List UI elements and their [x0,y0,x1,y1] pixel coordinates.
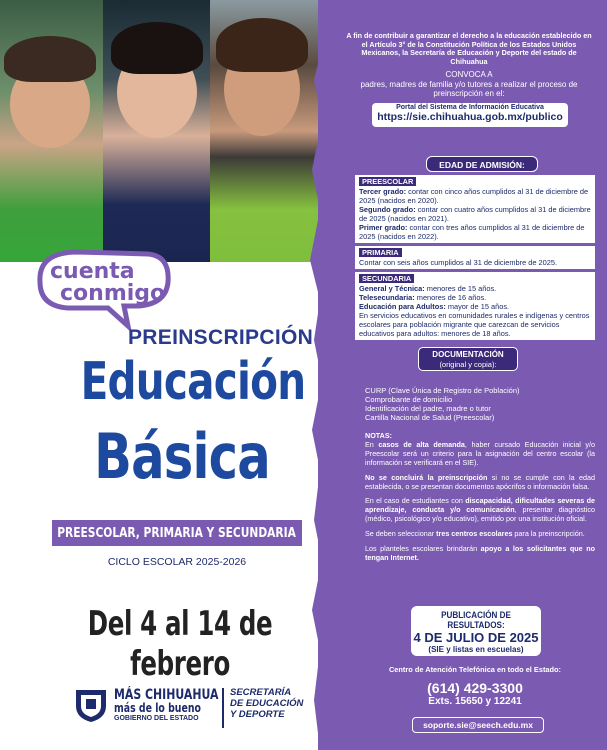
preescolar-head: PREESCOLAR [359,177,416,186]
portal-url-link[interactable]: https://sie.chihuahua.gob.mx/publico [377,111,563,123]
list-item: CURP (Clave Única de Registro de Población) [365,386,520,395]
list-item: Cartilla Nacional de Salud (Preescolar) [365,413,495,422]
photo-girl-navy-uniform [103,0,210,262]
sec-line3: Y DEPORTE [230,709,285,720]
list-item: Comprobante de domicilio [365,395,453,404]
portal-label: Portal del Sistema de Información Educativa [396,104,544,111]
notes: NOTAS: En casos de alta demanda, haber cursado Educación inicial y/o Preescolar será un criterio para la asignación del centro escolar (la información se verificará en el SIE). No se concluirá la preinscripción si no se cumple con la edad establecida, o se presentan documentos apócrifos o información falsa. En el caso de estudiantes con discapacidad, dificultades severas de aprendizaje, conducta y/o comunicación, presentar diagnóstico (médico, psicológico y/o educativo), emitido por una institución oficial. Se deben seleccionar tres centros escolares para la preinscripción. Los planteles escolares brindarán apoyo a los solicitantes que no tengan Internet. [365,431,596,562]
title-line1: Educación [80,352,306,412]
secundaria-item: General y Técnica: menores de 15 años. [359,284,497,293]
levels-band [52,520,302,546]
intro-text: A fin de contribuir a garantizar el derecho a la educación establecido en el Artículo 3° de la Constitución Política de los Estados Unidos Mexicanos, la Secretaría de Educación y Deporte del estado de Chihuahua [346,31,592,66]
logo-divider [222,688,224,728]
secretaria-text [230,687,320,720]
secundaria-box [355,272,595,340]
registration-dates: Del 4 al 14 de febrero [87,604,273,684]
levels-text: PREESCOLAR, PRIMARIA Y SECUNDARIA [57,525,297,541]
brand-line1: cuenta [50,259,135,284]
sec-line2: DE EDUCACIÓN [230,698,304,709]
documents-title-pill [418,347,518,371]
brand-line2: conmigo [60,281,166,306]
documents-title: DOCUMENTACIÓN [432,350,504,359]
primaria-text: Contar con seis años cumplidos al 31 de diciembre de 2025. [359,258,558,267]
primaria-box [355,246,595,269]
gov-line2: más de lo bueno [114,701,201,715]
primaria-head: PRIMARIA [359,248,402,257]
secundaria-item: Educación para Adultos: mayor de 15 años. [359,302,510,311]
results-note: (SIE y listas en escuelas) [428,645,524,654]
gov-line3: GOBIERNO DEL ESTADO [114,715,199,722]
convoca [345,70,593,99]
phone-extensions: Exts. 15650 y 12241 [428,696,522,707]
results-date: 4 DE JULIO DE 2025 [413,630,539,645]
admission-title: EDAD DE ADMISIÓN: [426,156,538,172]
documents-subtitle: (original y copia): [439,360,497,369]
preescolar-box [355,175,595,243]
preinscription-label: PREINSCRIPCIÓN [128,326,314,349]
documents-list [365,386,595,422]
gov-line1: MÁS CHIHUAHUA [114,687,219,703]
photo-boy-green-shirt [0,0,103,262]
secundaria-extra: En servicios educativos en comunidades rurales e indígenas y centros escolares para población migrante que carezcan de servicios educativos para adultos: menores de 18 años. [359,311,590,338]
secundaria-head: SECUNDARIA [359,274,414,283]
results-title: PUBLICACIÓN DE RESULTADOS: [441,610,511,630]
secundaria-item: Telesecundaria: menores de 16 años. [359,293,487,302]
preescolar-item: Segundo grado: contar con cuatro años cumplidos al 31 de diciembre de 2025 (nacidos en 2021). [359,205,591,223]
preescolar-item: Primer grado: contar con tres años cumplidos al 31 de diciembre de 2025 (nacidos en 2022). [359,223,585,241]
convoca-text: padres, madres de familia y/o tutores a realizar el proceso de preinscripción en el: [360,79,578,98]
cuenta-conmigo-logo [28,242,178,338]
preescolar-item: Tercer grado: contar con cinco años cumplidos al 31 de diciembre de 2025 (nacidos en 2020). [359,187,589,205]
portal-box [372,103,568,127]
sec-line1: SECRETARÍA [230,687,292,698]
government-text [114,687,219,724]
results-box [411,606,541,656]
list-item: Identificación del padre, madre o tutor [365,404,491,413]
school-cycle: CICLO ESCOLAR 2025-2026 [107,556,247,568]
call-center-title: Centro de Atención Telefónica en todo el Estado: [388,665,562,674]
support-email-link[interactable]: soporte.sie@seech.edu.mx [412,717,544,733]
government-shield-icon [74,686,108,724]
notes-title: NOTAS: [365,431,393,440]
title-line2: Básica [94,420,270,493]
brush-edge [300,0,340,750]
convoca-title: CONVOCA A [445,70,493,79]
phone-number[interactable]: (614) 429-3300 [427,680,523,696]
